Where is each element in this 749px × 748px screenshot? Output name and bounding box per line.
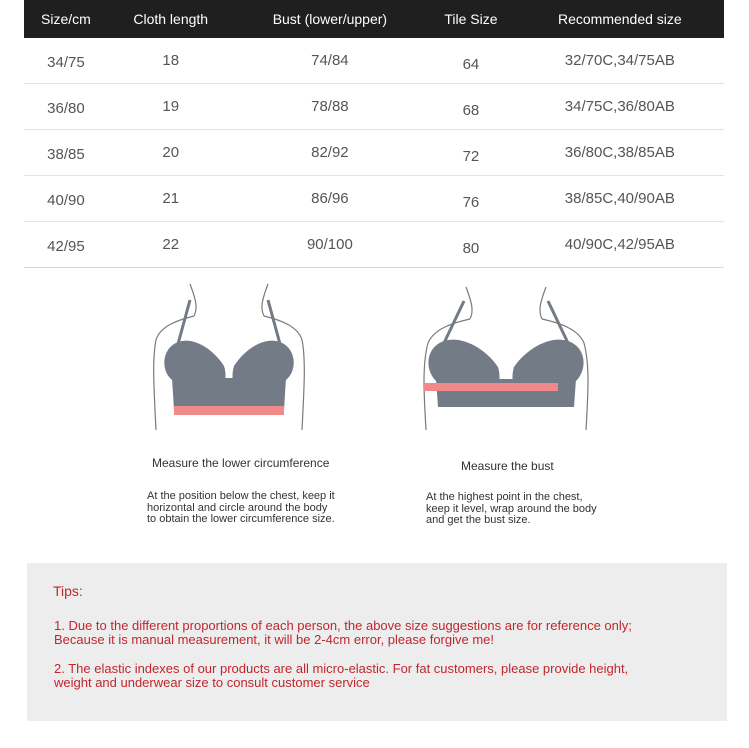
cell-recommended-size: 40/90C,42/95AB — [516, 222, 724, 268]
bust-measurement-illustration — [406, 275, 611, 440]
table-row — [24, 222, 724, 268]
lower-circumference-description: At the position below the chest, keep it horizontal and circle around the body to obtain the lower circumference size. — [147, 490, 335, 525]
cell-size: 40/90 — [24, 176, 108, 222]
cell-tile-size: 68 — [426, 84, 516, 130]
cell-size: 42/95 — [24, 222, 108, 268]
cell-bust: 82/92 — [234, 130, 427, 176]
lower-circumference-illustration — [138, 270, 320, 440]
table-row — [24, 38, 724, 84]
tip-item: 1. Due to the different proportions of each person, the above size suggestions are for reference only; Because it is manual measurement, it will be 2-4cm error, please forgive me! — [54, 618, 632, 647]
table-header-row — [24, 0, 724, 38]
cell-bust: 78/88 — [234, 84, 427, 130]
cell-tile-size: 64 — [426, 38, 516, 84]
cell-bust: 74/84 — [234, 38, 427, 84]
tips-title: Tips: — [53, 583, 83, 599]
cell-cloth-length: 19 — [108, 84, 234, 130]
cell-tile-size: 76 — [426, 176, 516, 222]
cell-bust: 90/100 — [234, 222, 427, 268]
cell-size: 38/85 — [24, 130, 108, 176]
lower-circumference-caption: Measure the lower circumference — [152, 456, 330, 470]
cell-cloth-length: 21 — [108, 176, 234, 222]
cell-cloth-length: 22 — [108, 222, 234, 268]
cell-tile-size: 80 — [426, 222, 516, 268]
table-row — [24, 84, 724, 130]
tips-panel — [27, 563, 727, 721]
size-chart-table — [24, 0, 724, 268]
tip-item: 2. The elastic indexes of our products are all micro-elastic. For fat customers, please provide height, weight and underwear size to consult customer service — [54, 661, 629, 690]
header-tile-size: Tile Size — [426, 0, 516, 38]
cell-cloth-length: 20 — [108, 130, 234, 176]
cell-recommended-size: 32/70C,34/75AB — [516, 38, 724, 84]
header-recommended-size: Recommended size — [516, 0, 724, 38]
bust-caption: Measure the bust — [461, 459, 554, 473]
cell-tile-size: 72 — [426, 130, 516, 176]
cell-cloth-length: 18 — [108, 38, 234, 84]
header-size: Size/cm — [24, 0, 108, 38]
cell-bust: 86/96 — [234, 176, 427, 222]
cell-recommended-size: 34/75C,36/80AB — [516, 84, 724, 130]
cell-size: 34/75 — [24, 38, 108, 84]
header-cloth-length: Cloth length — [108, 0, 234, 38]
header-bust: Bust (lower/upper) — [234, 0, 427, 38]
cell-recommended-size: 36/80C,38/85AB — [516, 130, 724, 176]
bust-description: At the highest point in the chest, keep it level, wrap around the body and get the bust size. — [426, 491, 597, 526]
table-row — [24, 176, 724, 222]
cell-recommended-size: 38/85C,40/90AB — [516, 176, 724, 222]
cell-size: 36/80 — [24, 84, 108, 130]
table-row — [24, 130, 724, 176]
